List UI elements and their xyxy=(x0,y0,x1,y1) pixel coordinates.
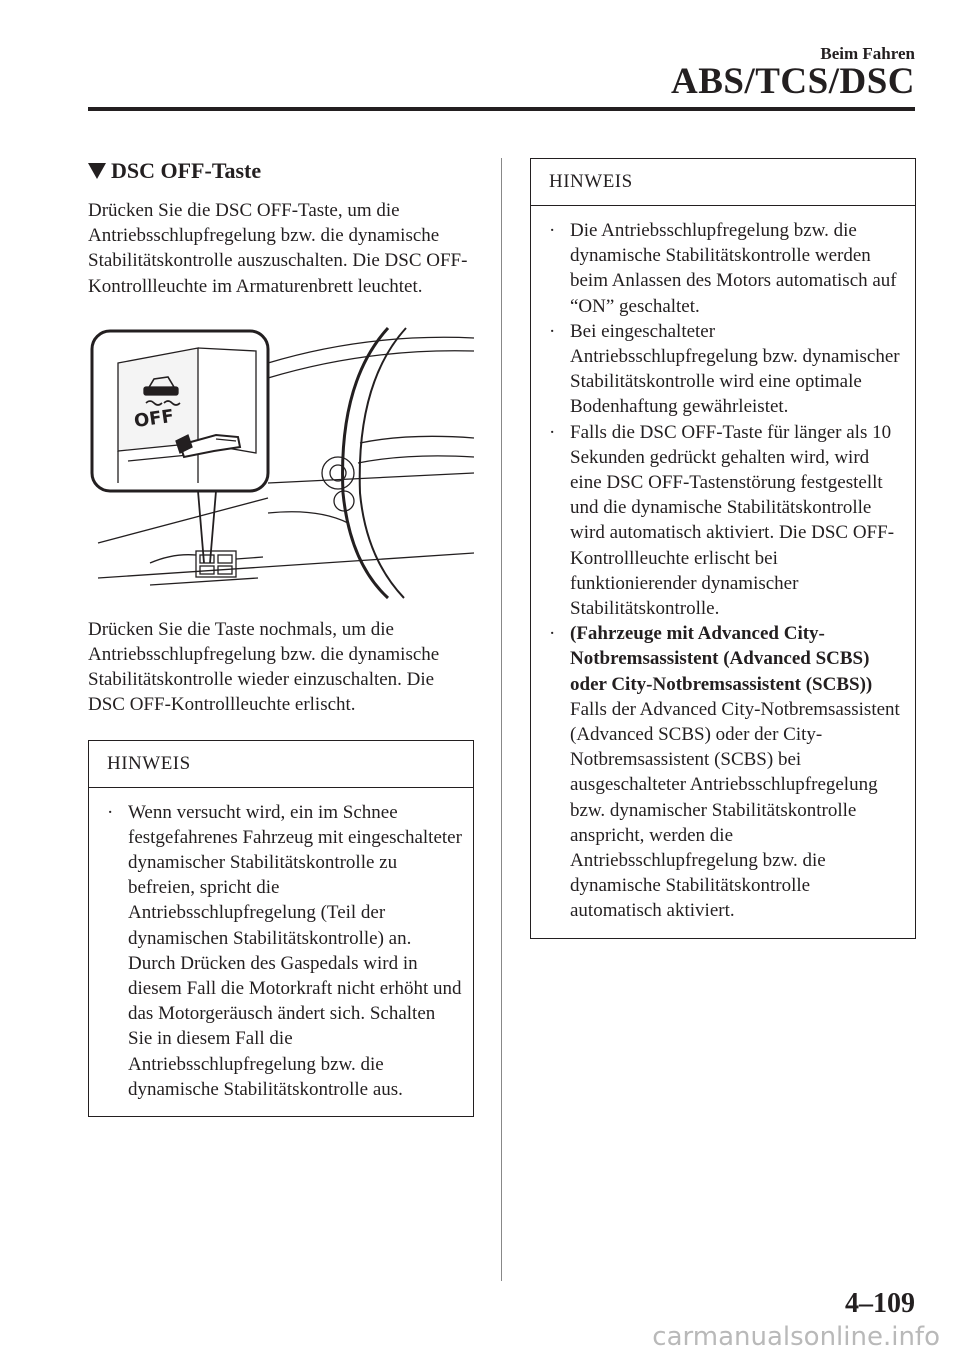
bullet-icon: · xyxy=(549,421,556,443)
column-divider xyxy=(501,158,502,1281)
header-section: Beim Fahren xyxy=(820,44,915,63)
left-column xyxy=(88,158,474,1117)
bullet-icon: · xyxy=(549,320,556,342)
note-text: Die Antriebsschlupfregelung bzw. die dynamische Stabilitätskontrolle werden beim Anlassen des Motors automatisch auf “ON” geschaltet. xyxy=(570,220,897,317)
page-title: ABS/TCS/DSC xyxy=(670,61,915,102)
after-figure-paragraph: Drücken Sie die Taste nochmals, um die Antriebsschlupfregelung bzw. die dynamische Stabilitätskontrolle wieder einzuschalten. Die DSC OFF-Kontrollleuchte erlischt. xyxy=(88,618,440,716)
note-bold-text: (Fahrzeuge mit Advanced City-Notbremsassistent (Advanced SCBS) oder City-Notbremsassistent (SCBS)) xyxy=(570,623,873,695)
note-title: HINWEIS xyxy=(531,159,915,206)
note-list xyxy=(89,788,473,1116)
off-label: OFF xyxy=(132,405,176,432)
list-item xyxy=(545,420,905,622)
intro-paragraph: Drücken Sie die DSC OFF-Taste, um die Antriebsschlupfregelung bzw. die dynamische Stabilitätskontrolle auszuschalten. Die DSC OFF-Kontrollleuchte im Armaturenbrett leuchtet. xyxy=(88,200,468,297)
dsc-off-figure xyxy=(88,323,474,603)
header-rule xyxy=(88,107,915,111)
note-box-left xyxy=(88,740,474,1117)
bullet-icon: · xyxy=(549,220,556,241)
note-list xyxy=(531,206,915,938)
note-text: Bei eingeschalteter Antriebsschlupfregelung bzw. dynamischer Stabilitätskontrolle wird eine optimale Bodenhaftung gewährleistet. xyxy=(570,320,900,418)
list-item xyxy=(103,800,463,1102)
note-text: Falls die DSC OFF-Taste für länger als 10 Sekunden gedrückt gehalten wird, wird eine DSC OFF-Tastenstörung festgestellt und die dynamische Stabilitätskontrolle wird automatisch aktiviert. Die DSC OFF-Kontrollleuchte erlischt bei funktionierender dynamischer Stabilitätskontrolle. xyxy=(570,421,895,620)
note-title: HINWEIS xyxy=(89,741,473,788)
page-number: 4–109 xyxy=(845,1288,915,1319)
list-item xyxy=(545,319,905,420)
note-text: Falls der Advanced City-Notbremsassistent (Advanced SCBS) oder der City-Notbremsassistent (SCBS) bei ausgeschalteter Antriebsschlupfregelung bzw. dynamischer Stabilitätskontrolle anspricht, werden die Antriebsschlupfregelung bzw. die dynamische Stabilitätskontrolle automatisch aktiviert. xyxy=(570,698,900,922)
note-box-right xyxy=(530,158,916,939)
section-heading xyxy=(88,158,474,184)
right-column xyxy=(530,158,916,939)
section-heading-text: DSC OFF-Taste xyxy=(111,158,262,183)
list-item xyxy=(545,621,905,923)
bullet-icon: · xyxy=(107,801,114,823)
bullet-icon: · xyxy=(549,623,556,645)
watermark: carmanualsonline.info xyxy=(652,1322,940,1352)
note-text: Wenn versucht wird, ein im Schnee festgefahrenes Fahrzeug mit eingeschalteter dynamischer Stabilitätskontrolle zu befreien, spricht die Antriebsschlupfregelung (Teil der dynamischen Stabilitätskontrolle) an. Durch Drücken des Gaspedals wird in diesem Fall die Motorkraft nicht erhöht und das Motorgeräusch ändert sich. Schalten Sie in diesem Fall die Antriebsschlupfregelung bzw. die dynamische Stabilitätskontrolle aus. xyxy=(128,801,462,1100)
list-item xyxy=(545,218,905,319)
triangle-marker-icon xyxy=(88,163,106,179)
